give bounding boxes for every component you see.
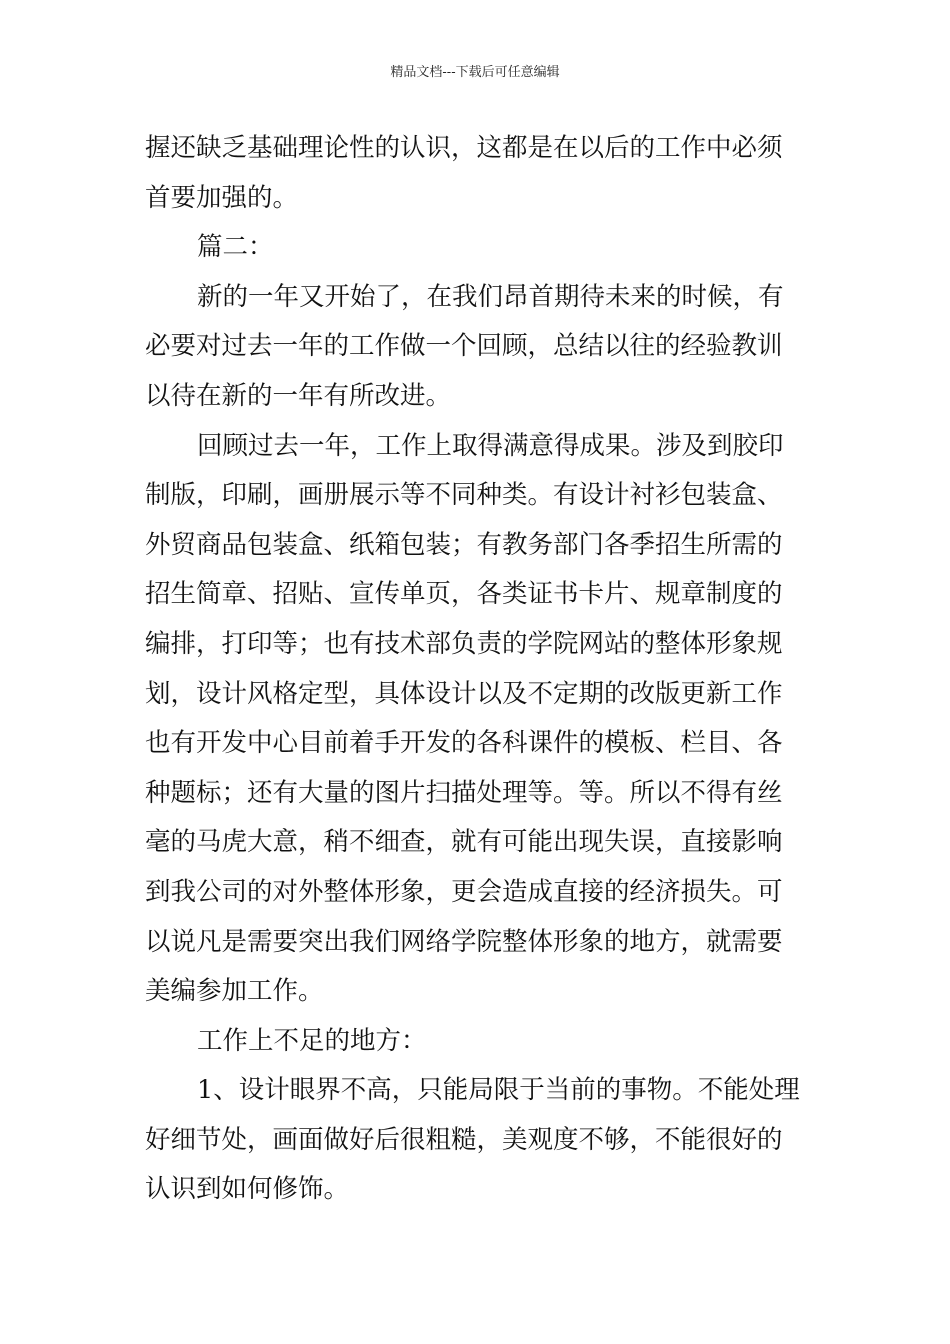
text-line: 划，设计风格定型，具体设计以及不定期的改版更新工作 (145, 678, 783, 709)
text-line: 种题标；还有大量的图片扫描处理等。等。所以不得有丝 (145, 777, 783, 808)
text-line: 到我公司的对外整体形象，更会造成直接的经济损失。可 (145, 876, 783, 907)
text-line: 编排，打印等；也有技术部负责的学院网站的整体形象规 (145, 628, 783, 659)
section-heading: 篇二： (197, 232, 274, 263)
text-line: 以说凡是需要突出我们网络学院整体形象的地方，就需要 (145, 926, 783, 957)
text-line: 制版，印刷，画册展示等不同种类。有设计衬衫包装盒、 (145, 480, 783, 511)
text-line: 美编参加工作。 (145, 976, 324, 1007)
text-line: 外贸商品包装盒、纸箱包装；有教务部门各季招生所需的 (145, 529, 783, 560)
text-line: 握还缺乏基础理论性的认识，这都是在以后的工作中必须 (145, 133, 783, 163)
text-line: 毫的马虎大意，稍不细查，就有可能出现失误，直接影响 (145, 827, 783, 858)
text-line: 以待在新的一年有所改进。 (145, 380, 452, 411)
text-line: 回顾过去一年，工作上取得满意得成果。涉及到胶印 (197, 430, 784, 461)
text-line: 1、设计眼界不高，只能局限于当前的事物。不能处理 (197, 1075, 800, 1106)
text-line: 招生简章、招贴、宣传单页，各类证书卡片、规章制度的 (145, 579, 783, 610)
text-line: 好细节处，画面做好后很粗糙，美观度不够，不能很好的 (145, 1124, 783, 1155)
text-line: 也有开发中心目前着手开发的各科课件的模板、栏目、各 (145, 728, 783, 759)
page-header: 精品文档---下载后可任意编辑 (390, 65, 560, 80)
text-line: 认识到如何修饰。 (145, 1174, 350, 1205)
text-line: 新的一年又开始了，在我们昂首期待未来的时候，有 (197, 281, 784, 312)
section-heading: 工作上不足的地方： (197, 1025, 427, 1056)
text-line: 必要对过去一年的工作做一个回顾，总结以往的经验教训 (145, 331, 783, 362)
document-body (145, 124, 807, 1215)
text-line: 首要加强的。 (145, 182, 299, 213)
